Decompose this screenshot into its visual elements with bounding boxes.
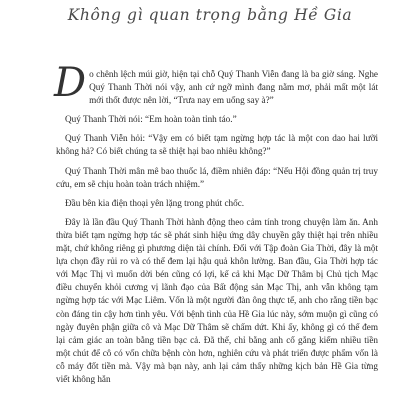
drop-cap: D xyxy=(54,60,87,106)
paragraph-1-text: o chênh lệch múi giờ, hiện tại chỗ Quý Thanh Viễn đang là ba giờ sáng. Nghe Quý Thanh Thời nói vậy, anh cứ ngỡ mình đang nằm mơ, phải mất một lát mới thốt được nên lời, “Trưa nay em uống say à?” xyxy=(89,69,378,106)
paragraph-4: Quý Thanh Thời mân mê bao thuốc lá, điềm nhiên đáp: “Nếu Hội đồng quản trị truy cứu, em sẽ chịu hoàn toàn trách nhiệm.” xyxy=(56,165,378,189)
chapter-title: Không gì quan trọng bằng Hề Gia xyxy=(67,6,353,24)
paragraph-2: Quý Thanh Thời nói: “Em hoàn toàn tỉnh táo.” xyxy=(65,114,237,125)
paragraph-6: Đây là lần đầu Quý Thanh Thời hành động theo cảm tính trong chuyện làm ăn. Anh thừa biết tạm ngừng hợp tác sẽ phát sinh hiệu ứng dây chuyền gây thiệt hại trên nhiều mặt, chứ không riêng gì phương diện tài chính. Đối với Tập đoàn Gia Thời, đây là một lựa chọn đầy rủi ro và có thể đem lại hậu quả khôn lường. Ban đầu, Gia Thời hợp tác với Mạc Thị vì muốn dời bén cũng có lợi, kể cả khi Mạc Dữ Thâm bị Chủ tịch Mạc điều chuyển khỏi cương vị lãnh đạo của Bất động sản Mạc Thị, anh vẫn không tạm ngừng hợp tác với Mạc Liêm. Vốn là một người đàn ông thực tế, anh cho rằng tiền bạc còn đáng tin cậy hơn tình yêu. Với bệnh tình của Hề Gia lúc này, sớm muộn gì cũng có ngày đuyên phận giữa cô và Mạc Dữ Thâm sẽ chấm dứt. Khi ấy, không gì có thể đem lại cảm giác an toàn bằng tiền bạc cả. Đã thế, chỉ bằng anh cố gắng kiếm nhiều tiền một chút để cô có vốn chữa bệnh còn hơn, nghiên cứu và phát triển được phẩm vốn là cỗ máy đốt tiền mà. Vậy mà bạn này, anh lại cảm thấy những kịch bản Hề Gia từng viết không hẳn xyxy=(56,216,378,384)
paragraph-3: Quý Thanh Viễn hỏi: “Vậy em có biết tạm ngừng hợp tác là một con dao hai lưỡi không hả? Có biết chúng ta sẽ thiệt hại bao nhiêu không?” xyxy=(56,133,378,157)
paragraph-1 xyxy=(54,60,378,107)
paragraph-5: Đầu bên kia điện thoại yên lặng trong phút chốc. xyxy=(65,197,245,208)
chapter-body xyxy=(54,60,378,392)
